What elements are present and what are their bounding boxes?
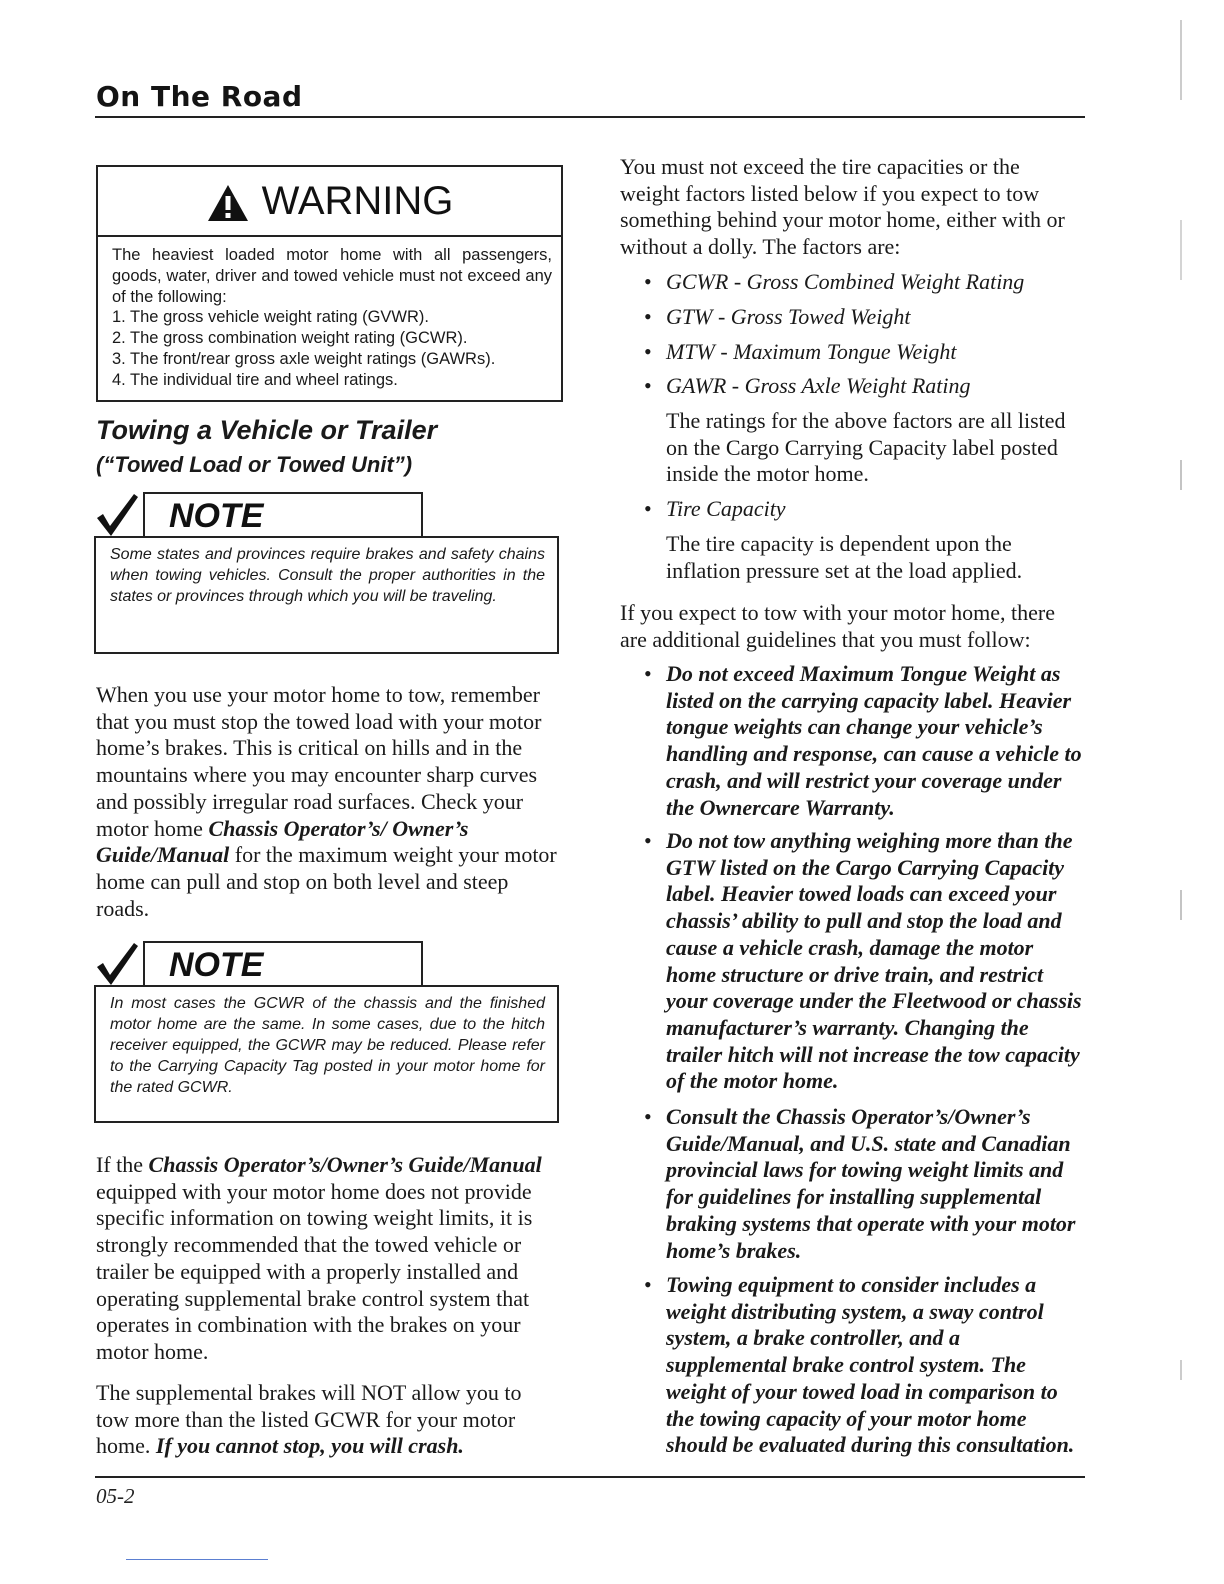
factors-note: The ratings for the above factors are all listed on the Cargo Carrying Capacity label posted inside the motor home. (666, 408, 1066, 487)
paragraph-text: for the maximum weight your motor home can pull and stop on both level and steep roads. (96, 842, 557, 921)
page-number: 05-2 (96, 1484, 135, 1508)
factor-text: GTW - Gross Towed Weight (666, 304, 911, 329)
warning-box (96, 165, 563, 402)
factor-text: GAWR - Gross Axle Weight Rating (666, 373, 971, 398)
factor-text: MTW - Maximum Tongue Weight (666, 339, 957, 364)
warning-item: 2. The gross combination weight rating (GCWR). (112, 329, 468, 348)
right-intro-paragraph: You must not exceed the tire capacities or the weight factors listed below if you expect to tow something behind your motor home, either with or without a dolly. The factors are: (620, 154, 1065, 260)
paragraph-text: When you use your motor home to tow, remember that you must stop the towed load with your motor home’s brakes. This is critical on hills and in the mountains where you may encounter sharp curves and possibly irregular road surfaces. Check your motor home (96, 682, 542, 841)
guidelines-intro: If you expect to tow with your motor home, there are additional guidelines that you must follow: (620, 600, 1056, 652)
warning-title-bar (98, 167, 561, 237)
paragraph-text: If the (96, 1152, 149, 1177)
bullet-icon: • (644, 1272, 652, 1297)
bullet-icon: • (644, 661, 652, 686)
left-paragraph-2 (96, 1152, 558, 1366)
warning-triangle-icon (206, 183, 250, 223)
bullet-icon: • (644, 828, 652, 853)
note-box (94, 536, 559, 654)
manual-reference: Chassis Operator’s/ Owner’s Guide/Manual (96, 815, 469, 868)
footer-rule (95, 1476, 1085, 1478)
guideline-text: Towing equipment to consider includes a weight distributing system, a sway control system, a brake controller, and a supplemental brake control system. The weight of your towed load in comparison to the towing capacity of your motor home should be evaluated during this consultation. (666, 1272, 1075, 1458)
bullet-icon: • (644, 373, 652, 398)
footer-accent-line (126, 1559, 268, 1560)
note-label: NOTE (143, 492, 423, 536)
manual-reference: Chassis Operator’s/Owner’s Guide/Manual (148, 1152, 542, 1177)
warning-item: 4. The individual tire and wheel ratings. (112, 370, 398, 389)
paragraph-text: equipped with your motor home does not provide specific information on towing weight limits, it is strongly recommended that the towed vehicle or trailer be equipped with a properly installed and operating supplemental brake control system that operates in combination with the brakes on your motor home. (96, 1178, 533, 1364)
warning-item: 1. The gross vehicle weight rating (GVWR). (112, 308, 429, 327)
checkmark-icon (94, 492, 140, 538)
bullet-icon: • (644, 1104, 652, 1129)
warning-intro: The heaviest loaded motor home with all passengers, goods, water, driver and towed vehicle must not exceed any of the following: (112, 246, 552, 306)
left-paragraph-1 (96, 682, 558, 922)
tire-note: The tire capacity is dependent upon the inflation pressure set at the load applied. (666, 531, 1023, 583)
scan-edge-mark (1180, 20, 1182, 1560)
bullet-icon: • (644, 339, 652, 364)
guideline-text: Consult the Chassis Operator’s/Owner’s Guide/Manual, and U.S. state and Canadian provincial laws for towing weight limits and for guidelines for installing supplemental braking systems that operate with your motor home’s brakes. (666, 1104, 1076, 1263)
note-block-1 (94, 492, 559, 654)
checkmark-icon (94, 941, 140, 987)
header-rule (95, 116, 1085, 118)
warning-item: 3. The front/rear gross axle weight ratings (GAWRs). (112, 349, 496, 368)
paragraph-text: The supplemental brakes will NOT allow you to tow more than the listed GCWR for your motor home. (96, 1380, 522, 1459)
warning-list (112, 307, 552, 390)
note-label: NOTE (143, 941, 423, 985)
warning-title: WARNING (261, 178, 454, 223)
section-subtitle: (“Towed Load or Towed Unit”) (96, 452, 413, 477)
note-block-2 (94, 941, 559, 1123)
note-box (94, 985, 559, 1123)
left-paragraph-3 (96, 1380, 558, 1460)
bullet-icon: • (644, 269, 652, 294)
tire-capacity-text: Tire Capacity (666, 496, 786, 521)
page-header-title: On The Road (96, 80, 303, 113)
section-title: Towing a Vehicle or Trailer (96, 415, 438, 445)
guideline-text: Do not exceed Maximum Tongue Weight as listed on the carrying capacity label. Heavier tongue weights can change your vehicle’s handling and response, can cause a vehicle to crash, and will restrict your coverage under the Ownercare Warranty. (666, 661, 1082, 820)
guideline-text: Do not tow anything weighing more than the GTW listed on the Cargo Carrying Capacity label. Heavier towed loads can exceed your chassis’ ability to pull and stop the load and cause a vehicle crash, damage the motor home structure or drive train, and restrict your coverage under the Fleetwood or chassis manufacturer’s warranty. Changing the trailer hitch will not increase the tow capacity of the motor home. (666, 828, 1082, 1094)
bullet-icon: • (644, 496, 652, 521)
warning-body (112, 245, 552, 391)
bullet-icon: • (644, 304, 652, 329)
note-text: In most cases the GCWR of the chassis and the finished motor home are the same. In some cases, due to the hitch receiver equipped, the GCWR may be reduced. Please refer to the Carrying Capacity Tag posted in your motor home for the rated GCWR. (110, 995, 545, 1096)
factor-text: GCWR - Gross Combined Weight Rating (666, 269, 1025, 294)
note-text: Some states and provinces require brakes and safety chains when towing vehicles. Consult the proper authorities in the states or provinces through which you will be traveling. (110, 546, 545, 605)
crash-warning-text: If you cannot stop, you will crash. (155, 1433, 464, 1459)
